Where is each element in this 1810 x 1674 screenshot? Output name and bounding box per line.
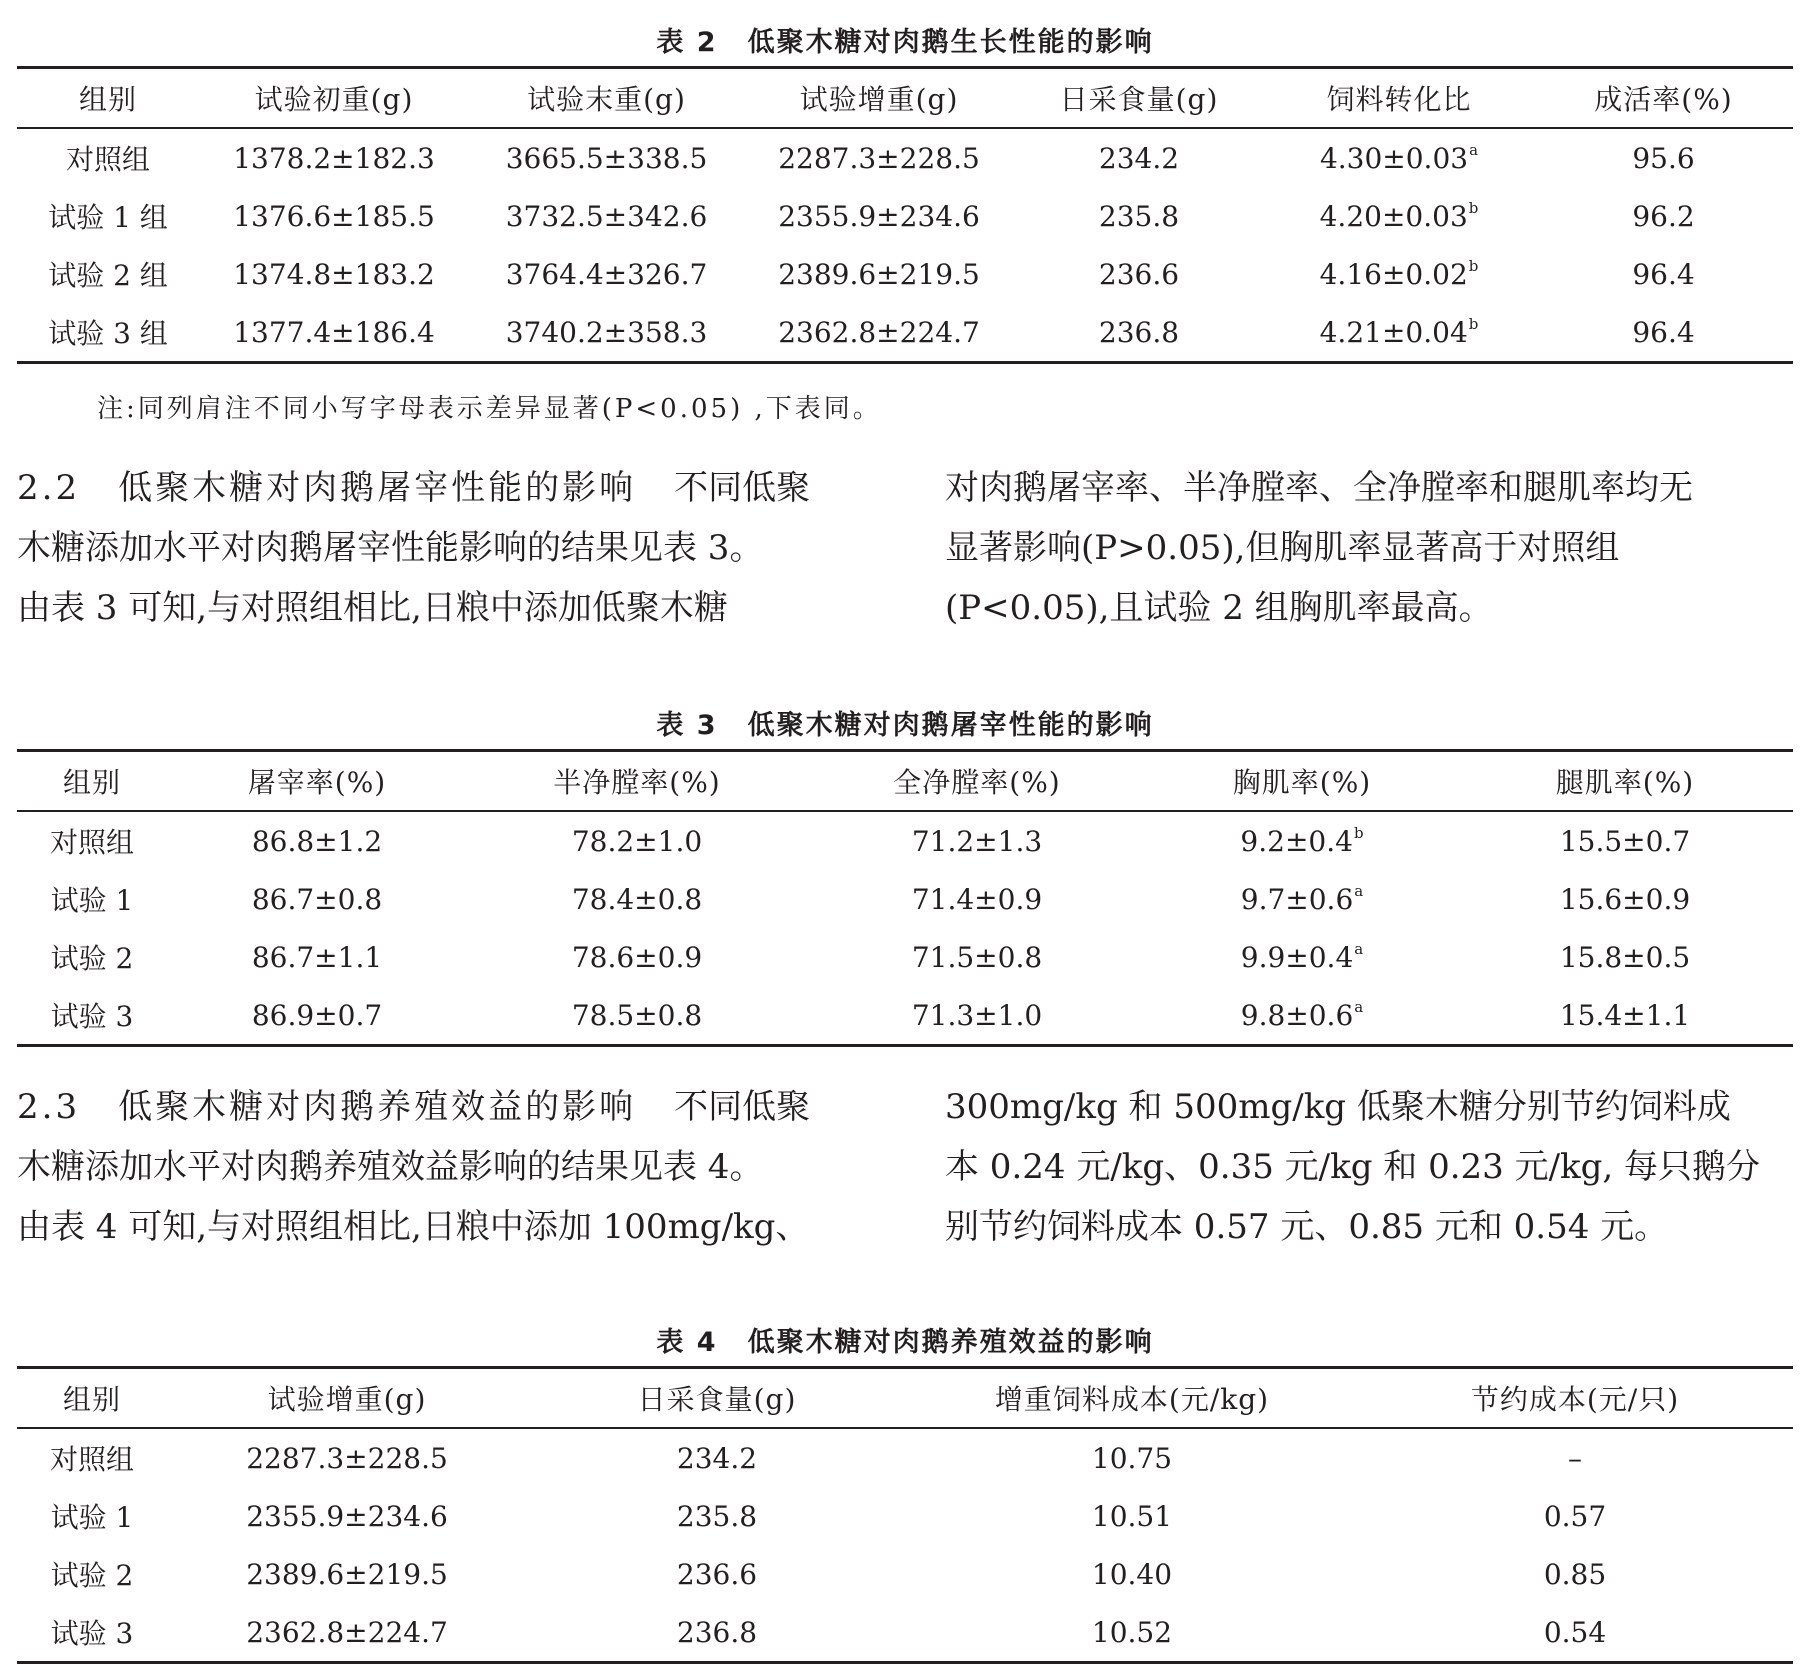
table3-caption-number: 表 3 xyxy=(656,710,718,741)
table2-header-cell: 成活率(%) xyxy=(1534,68,1793,129)
section-number: 2.3 xyxy=(17,1087,81,1127)
table-cell: 2355.9±234.6 xyxy=(778,199,980,233)
table-row xyxy=(17,245,1793,303)
table-cell: 2287.3±228.5 xyxy=(778,141,980,175)
significance-letter: b xyxy=(1468,199,1479,218)
table-cell: 3732.5±342.6 xyxy=(505,199,708,233)
table-cell: 15.5±0.7 xyxy=(1559,824,1691,858)
table-cell: 1376.6±185.5 xyxy=(233,199,435,233)
table-cell xyxy=(1264,187,1534,245)
text-fragment: 不同低聚 xyxy=(674,1087,811,1127)
table-cell: 试验 1 xyxy=(50,1501,134,1534)
table-cell: 试验 2 组 xyxy=(48,259,168,292)
section-title: 低聚木糖对肉鹅屠宰性能的影响 xyxy=(118,468,637,508)
table-row xyxy=(17,187,1793,245)
section-number: 2.2 xyxy=(17,468,81,508)
table-cell: 试验 2 xyxy=(50,1559,134,1592)
table-cell: 96.4 xyxy=(1534,303,1793,363)
significance-letter: a xyxy=(1354,998,1364,1017)
table2-header-row xyxy=(17,68,1793,129)
table-cell: 3764.4±326.7 xyxy=(505,257,708,291)
table-row xyxy=(17,1487,1793,1545)
table-cell xyxy=(1264,303,1534,363)
table-cell: 对照组 xyxy=(65,143,150,176)
table-cell: 3740.2±358.3 xyxy=(469,303,744,363)
text-line xyxy=(17,1077,865,1137)
cell-value: 4.20±0.03 xyxy=(1319,199,1468,233)
table-cell: 15.8±0.5 xyxy=(1559,940,1691,974)
table2-header-cell: 饲料转化比 xyxy=(1264,68,1534,129)
table-cell: 236.6 xyxy=(1098,257,1180,291)
text-line: 显著影响(P>0.05),但胸肌率显著高于对照组 xyxy=(945,528,1620,568)
table2-note: 注:同列肩注不同小写字母表示差异显著(P<0.05) ,下表同。 xyxy=(97,394,882,424)
table-cell: 86.7±0.8 xyxy=(251,882,383,916)
cell-value: 9.2±0.4 xyxy=(1240,824,1353,858)
table-cell: 71.3±1.0 xyxy=(807,986,1147,1046)
table-row xyxy=(17,811,1793,870)
table4-header-cell: 试验增重(g) xyxy=(167,1368,527,1429)
section22-right-column xyxy=(945,458,1793,638)
table-cell: 2355.9±234.6 xyxy=(246,1499,448,1533)
table4 xyxy=(17,1366,1793,1664)
table3-header-cell: 腿肌率(%) xyxy=(1457,751,1793,812)
table3-header-cell: 组别 xyxy=(17,751,167,812)
section23-left-column xyxy=(17,1077,865,1257)
text-line: 木糖添加水平对肉鹅屠宰性能影响的结果见表 3。 xyxy=(17,528,764,568)
table3-header-row xyxy=(17,751,1793,812)
table-cell: 236.8 xyxy=(1014,303,1264,363)
cell-value: 4.21±0.04 xyxy=(1319,315,1468,349)
table-cell: 10.52 xyxy=(907,1603,1357,1663)
table-cell: 15.4±1.1 xyxy=(1457,986,1793,1046)
table-row xyxy=(17,1545,1793,1603)
table4-caption-number: 表 4 xyxy=(656,1327,718,1358)
table-cell: 86.7±1.1 xyxy=(251,940,383,974)
table2-caption-title: 低聚木糖对肉鹅生长性能的影响 xyxy=(747,27,1154,58)
text-line: (P<0.05),且试验 2 组胸肌率最高。 xyxy=(945,588,1493,628)
cell-value: 4.30±0.03 xyxy=(1319,141,1469,175)
table-cell: 试验 1 xyxy=(50,884,134,917)
table-cell: 3665.5±338.5 xyxy=(505,141,708,175)
table2 xyxy=(17,66,1793,364)
text-line: 对肉鹅屠宰率、半净膛率、全净膛率和腿肌率均无 xyxy=(945,468,1693,508)
significance-letter: a xyxy=(1354,940,1364,959)
table-cell: 0.54 xyxy=(1357,1603,1793,1663)
table-cell: 95.6 xyxy=(1632,141,1695,175)
table4-header-cell: 增重饲料成本(元/kg) xyxy=(907,1368,1357,1429)
table3-header-cell: 屠宰率(%) xyxy=(167,751,467,812)
table4-header-cell: 日采食量(g) xyxy=(527,1368,907,1429)
cell-value: 4.16±0.02 xyxy=(1319,257,1468,291)
section23-right-column xyxy=(945,1077,1793,1257)
table-cell: – xyxy=(1568,1441,1582,1475)
table-cell: 86.9±0.7 xyxy=(167,986,467,1046)
table-cell: 2362.8±224.7 xyxy=(167,1603,527,1663)
table-cell: 10.51 xyxy=(1091,1499,1173,1533)
table-row xyxy=(17,928,1793,986)
table-cell: 试验 1 组 xyxy=(48,201,168,234)
table-cell: 0.57 xyxy=(1543,1499,1607,1533)
table2-header-cell: 试验末重(g) xyxy=(469,68,744,129)
table-row xyxy=(17,1428,1793,1487)
table-cell: 235.8 xyxy=(1098,199,1180,233)
table-cell: 试验 3 xyxy=(17,1603,167,1663)
table-cell xyxy=(1147,986,1457,1046)
table-row xyxy=(17,128,1793,187)
table2-header-cell: 组别 xyxy=(17,68,199,129)
table2-caption xyxy=(0,20,1810,59)
table-cell xyxy=(1147,928,1457,986)
table4-header-cell: 节约成本(元/只) xyxy=(1357,1368,1793,1429)
table-cell: 2287.3±228.5 xyxy=(246,1441,448,1475)
table-cell: 10.75 xyxy=(1091,1441,1173,1475)
table4-header-row xyxy=(17,1368,1793,1429)
table-cell: 2389.6±219.5 xyxy=(246,1557,448,1591)
table-cell: 96.2 xyxy=(1632,199,1695,233)
text-line: 木糖添加水平对肉鹅养殖效益影响的结果见表 4。 xyxy=(17,1147,764,1187)
text-line: 由表 4 可知,与对照组相比,日粮中添加 100mg/kg、 xyxy=(17,1207,810,1247)
text-fragment: 不同低聚 xyxy=(674,468,811,508)
table-cell: 236.6 xyxy=(676,1557,758,1591)
table4-header-cell: 组别 xyxy=(17,1368,167,1429)
table3-header-cell: 半净膛率(%) xyxy=(467,751,807,812)
text-line: 300mg/kg 和 500mg/kg 低聚木糖分别节约饲料成 xyxy=(945,1087,1731,1127)
table-cell: 78.4±0.8 xyxy=(571,882,703,916)
table3-header-cell: 全净膛率(%) xyxy=(807,751,1147,812)
table-row xyxy=(17,870,1793,928)
table-cell: 10.40 xyxy=(1091,1557,1173,1591)
table-cell: 对照组 xyxy=(49,826,134,859)
table-cell: 1377.4±186.4 xyxy=(199,303,469,363)
table-cell: 78.5±0.8 xyxy=(467,986,807,1046)
table-cell: 2362.8±224.7 xyxy=(744,303,1014,363)
table-cell: 86.8±1.2 xyxy=(251,824,383,858)
table-cell: 236.8 xyxy=(527,1603,907,1663)
table-cell: 71.4±0.9 xyxy=(911,882,1043,916)
significance-letter: a xyxy=(1354,882,1364,901)
table-cell: 15.6±0.9 xyxy=(1559,882,1691,916)
table-cell: 71.5±0.8 xyxy=(911,940,1043,974)
table-cell: 1374.8±183.2 xyxy=(233,257,435,291)
table2-header-cell: 日采食量(g) xyxy=(1014,68,1264,129)
text-line: 别节约饲料成本 0.57 元、0.85 元和 0.54 元。 xyxy=(945,1207,1669,1247)
table-cell: 试验 3 xyxy=(17,986,167,1046)
table-row xyxy=(17,303,1793,363)
table-row xyxy=(17,1603,1793,1663)
table2-header-cell: 试验初重(g) xyxy=(199,68,469,129)
table-cell xyxy=(1264,245,1534,303)
table-cell: 235.8 xyxy=(676,1499,758,1533)
table-cell: 0.85 xyxy=(1543,1557,1607,1591)
cell-value: 9.7±0.6 xyxy=(1240,882,1354,916)
table-cell: 78.2±1.0 xyxy=(571,824,703,858)
table-row xyxy=(17,986,1793,1046)
table-cell xyxy=(1147,870,1457,928)
significance-letter: b xyxy=(1468,315,1479,334)
table-cell: 96.4 xyxy=(1632,257,1695,291)
cell-value: 9.8±0.6 xyxy=(1240,998,1354,1032)
table-cell: 234.2 xyxy=(1098,141,1180,175)
table-cell: 2389.6±219.5 xyxy=(778,257,980,291)
table-cell: 78.6±0.9 xyxy=(571,940,703,974)
cell-value: 9.9±0.4 xyxy=(1240,940,1354,974)
table4-caption-title: 低聚木糖对肉鹅养殖效益的影响 xyxy=(747,1327,1154,1358)
table3-caption-title: 低聚木糖对肉鹅屠宰性能的影响 xyxy=(747,710,1154,741)
table-cell xyxy=(1264,128,1534,187)
table2-caption-number: 表 2 xyxy=(656,27,718,58)
text-line xyxy=(17,458,865,518)
table-cell: 试验 3 组 xyxy=(17,303,199,363)
table3-header-cell: 胸肌率(%) xyxy=(1147,751,1457,812)
table4-caption xyxy=(0,1320,1810,1359)
table2-header-cell: 试验增重(g) xyxy=(744,68,1014,129)
significance-letter: a xyxy=(1469,141,1479,160)
section22-left-column xyxy=(17,458,865,638)
table-cell: 对照组 xyxy=(49,1443,134,1476)
section-title: 低聚木糖对肉鹅养殖效益的影响 xyxy=(118,1087,637,1127)
table-cell: 1378.2±182.3 xyxy=(233,141,435,175)
table-cell xyxy=(1147,811,1457,870)
table-cell: 71.2±1.3 xyxy=(911,824,1043,858)
text-line: 由表 3 可知,与对照组相比,日粮中添加低聚木糖 xyxy=(17,588,728,628)
table-cell: 试验 2 xyxy=(50,942,134,975)
table3 xyxy=(17,749,1793,1047)
significance-letter: b xyxy=(1353,824,1364,843)
text-line: 本 0.24 元/kg、0.35 元/kg 和 0.23 元/kg, 每只鹅分 xyxy=(945,1147,1761,1187)
significance-letter: b xyxy=(1468,257,1479,276)
table-cell: 234.2 xyxy=(676,1441,758,1475)
table3-caption xyxy=(0,703,1810,742)
